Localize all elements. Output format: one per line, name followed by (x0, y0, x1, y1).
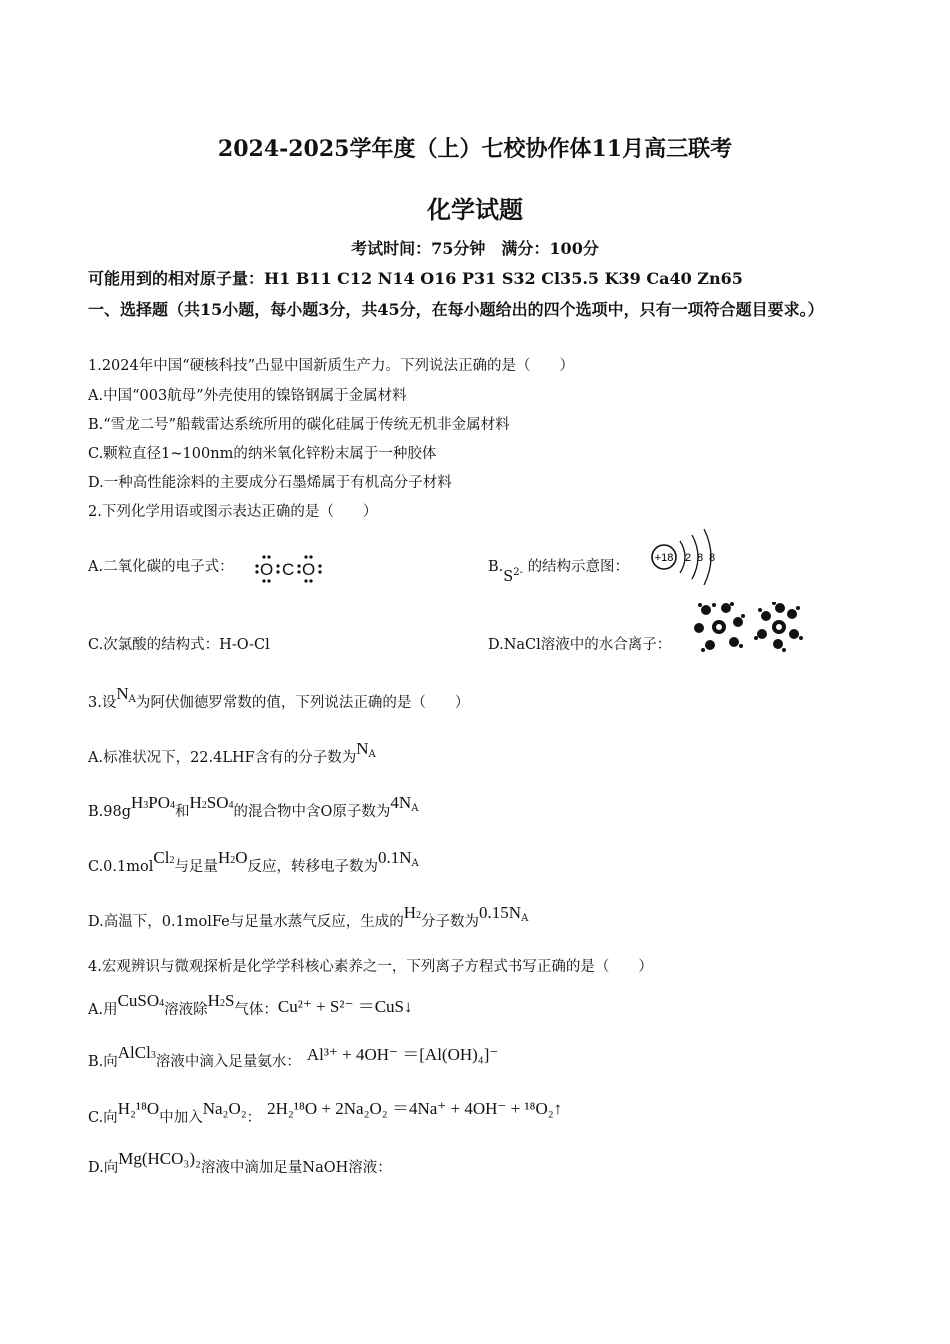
q3-b-value-subscript: A (411, 803, 419, 814)
shell-3-electrons: 8 (709, 552, 716, 564)
h2o-part1: H (217, 848, 231, 867)
q3-a-value: N (356, 739, 369, 758)
subject-title: 化学试题 (427, 195, 523, 224)
q4-a-equation: Cu²⁺ + S²⁻ ＝CuS↓ (277, 997, 413, 1016)
svg-text:O: O (260, 560, 274, 579)
q1-stem: 1.2024年中国“硬核科技”凸显中国新质生产力。下列说法正确的是（ ） (88, 358, 575, 374)
atomic-masses: 可能用到的相对原子量：H1 B11 C12 N14 O16 P31 S32 Cl35.5 K39 Ca40 Zn65 (88, 269, 743, 288)
q4-c-equation: 2H₂¹⁸O + 2Na₂O₂ ＝4Na⁺ + 4OH⁻ + ¹⁸O₂↑ (267, 1099, 563, 1118)
svg-text:C: C (282, 560, 295, 579)
h2so4-part2: SO (206, 793, 229, 812)
q2-a-label: A.二氧化碳的电子式： (88, 559, 234, 575)
h2s-part1: H (207, 991, 220, 1010)
q4-stem: 4.宏观辨识与微观探析是化学学科核心素养之一，下列离子方程式书写正确的是（ ） (88, 959, 653, 975)
h3po4-part1: H (131, 793, 144, 812)
q4-d-prefix: D.向 (88, 1160, 119, 1176)
cl2-part: Cl (153, 848, 170, 867)
q1-option-b: B.“雪龙二号”船载雷达系统所用的碳化硅属于传统无机非金属材料 (88, 417, 510, 433)
exam-title: 2024-2025学年度（上）七校协作体11月高三联考 (217, 136, 733, 162)
cl2-formula (153, 848, 174, 867)
q3-c-mid: 与足量 (174, 859, 218, 875)
q4-option-b (88, 1043, 499, 1071)
q3-option-b (88, 793, 419, 821)
sulfide-symbol: S (503, 569, 514, 585)
q3-d-value: 0.15N (479, 903, 522, 922)
svg-text:O: O (302, 560, 316, 579)
q3-stem-prefix: 3.设 (88, 695, 117, 711)
section-heading: 一、选择题（共15小题，每小题3分，共45分，在每小题给出的四个选项中，只有一项符合题目要求。） (88, 300, 824, 319)
q4-b-equation: Al³⁺ + 4OH⁻ ＝[Al(OH)₄]⁻ (306, 1045, 499, 1064)
h2so4-part1: H (189, 793, 202, 812)
na-subscript: A (128, 694, 136, 705)
h3po4-formula (131, 793, 175, 812)
q2-option-b (488, 555, 630, 585)
cuso4-formula (118, 991, 165, 1010)
h2o-part2: O (235, 848, 248, 867)
na-symbol: N (116, 684, 129, 703)
hydrated-ions-diagram (694, 602, 806, 652)
q3-a-value-subscript: A (368, 749, 376, 760)
sulfide-ion (503, 569, 523, 585)
alcl3-formula (118, 1043, 156, 1062)
q3-option-a (88, 739, 376, 767)
q3-b-and: 和 (175, 804, 190, 820)
h3po4-sub1: 3 (143, 800, 149, 811)
shell-1-electrons: 2 (685, 552, 692, 564)
nucleus-charge: +18 (654, 552, 674, 564)
q2-stem: 2.下列化学用语或图示表达正确的是（ ） (88, 504, 378, 520)
alcl3-sub: 3 (150, 1050, 156, 1061)
q3-d-value-subscript: A (521, 913, 529, 924)
h3po4-part2: PO (148, 793, 171, 812)
q3-option-c (88, 848, 419, 876)
q4-b-suffix: 溶液中滴入足量氨水： (155, 1054, 301, 1070)
q1-option-c: C.颗粒直径1~100nm的纳米氧化锌粉末属于一种胶体 (88, 446, 437, 462)
alcl3-part: AlCl (117, 1043, 151, 1062)
q3-option-d (88, 903, 529, 931)
q4-a-prefix: A.用 (88, 1002, 118, 1018)
q4-a-suffix: 气体： (234, 1002, 278, 1018)
q4-option-c (88, 1099, 563, 1127)
q4-option-d (88, 1149, 392, 1177)
sulfide-structure-diagram (648, 528, 718, 586)
q2-option-c: C.次氯酸的结构式：H-O-Cl (88, 637, 270, 653)
h2-formula (404, 903, 421, 922)
q1-option-d: D.一种高性能涂料的主要成分石墨烯属于有机高分子材料 (88, 475, 452, 491)
q3-b-suffix: 的混合物中含O原子数为 (233, 804, 391, 820)
q3-c-value: 0.1N (378, 848, 412, 867)
q4-c-separator: ： (246, 1110, 262, 1126)
q4-a-mid: 溶液除 (164, 1002, 208, 1018)
q4-b-prefix: B.向 (88, 1054, 118, 1070)
q3-b-value: 4N (390, 793, 412, 812)
q3-d-prefix: D.高温下，0.1molFe与足量水蒸气反应，生成的 (88, 914, 404, 930)
q3-c-value-subscript: A (411, 858, 419, 869)
mg-hco3-2-formula: Mg(HCO₃)₂ (118, 1149, 201, 1168)
shell-2-electrons: 8 (697, 552, 704, 564)
q2-option-a (88, 555, 234, 576)
q3-a-text: A.标准状况下，22.4LHF含有的分子数为 (88, 750, 357, 766)
q2-option-d: D.NaCl溶液中的水合离子： (488, 637, 672, 653)
q4-d-suffix: 溶液中滴加足量NaOH溶液： (200, 1160, 392, 1176)
h2s-formula (208, 991, 235, 1010)
h2so4-formula (190, 793, 234, 812)
q3-b-prefix: B.98g (88, 804, 131, 820)
cuso4-part: CuSO (117, 991, 160, 1010)
q3-stem-suffix: 为阿伏伽德罗常数的值，下列说法正确的是（ ） (135, 695, 470, 711)
sulfide-charge: 2- (513, 567, 523, 579)
h2so4-sub2: 4 (228, 800, 234, 811)
co2-electron-formula (254, 552, 326, 584)
h2s-part2: S (224, 991, 235, 1010)
h2s-sub: 2 (219, 998, 225, 1009)
q3-c-prefix: C.0.1mol (88, 859, 154, 875)
q2-b-prefix: B. (488, 559, 504, 575)
h2so4-sub1: 2 (201, 800, 207, 811)
h2o-formula (218, 848, 248, 867)
q1-option-a: A.中国“003航母”外壳使用的镍铬钢属于金属材料 (88, 388, 407, 404)
q2-b-suffix: 的结构示意图： (527, 559, 630, 575)
na2o2-formula: Na₂O₂ (202, 1099, 247, 1118)
h2o-sub: 2 (230, 855, 236, 866)
h3po4-sub2: 4 (170, 800, 176, 811)
exam-info: 考试时间：75分钟 满分：100分 (351, 239, 599, 258)
q3-d-suffix: 分子数为 (421, 914, 480, 930)
cl2-sub: 2 (169, 855, 175, 866)
q4-c-prefix: C.向 (88, 1110, 118, 1126)
h2-part: H (403, 903, 417, 922)
q4-c-mid: 中加入 (159, 1110, 203, 1126)
cuso4-sub: 4 (159, 998, 165, 1009)
q3-c-suffix: 反应，转移电子数为 (247, 859, 378, 875)
h2-sub: 2 (416, 910, 422, 921)
h2-18o-formula: H₂¹⁸O (117, 1099, 160, 1118)
q3-stem (88, 684, 470, 712)
q4-option-a (88, 991, 413, 1019)
